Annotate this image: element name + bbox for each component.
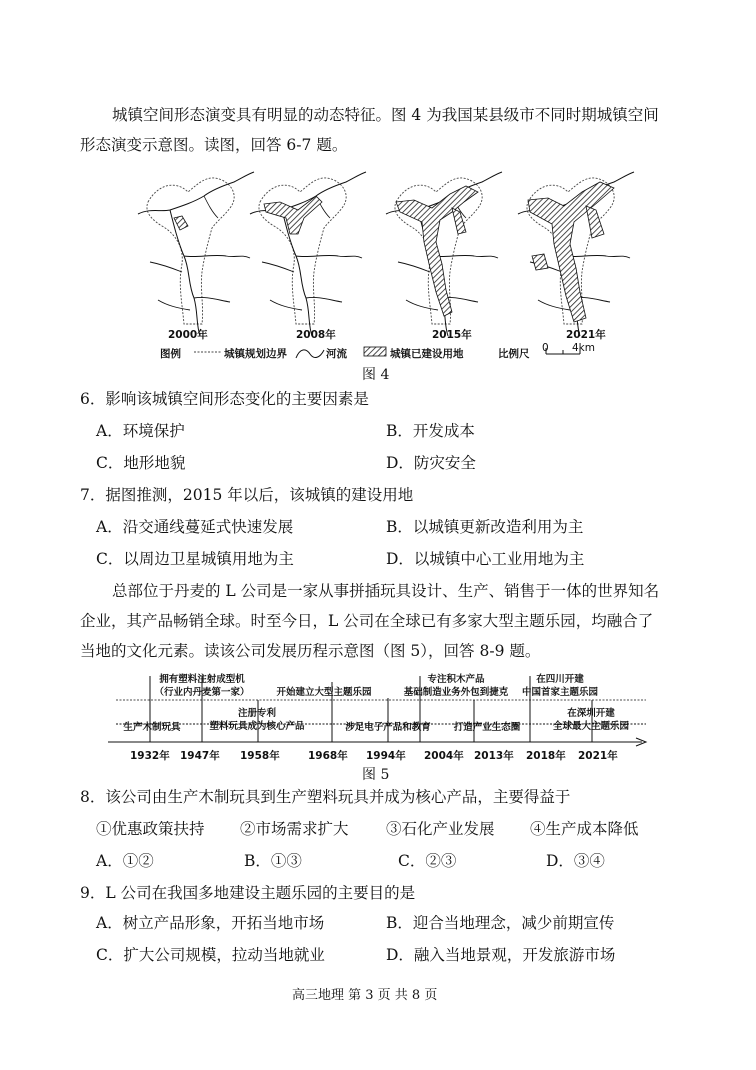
q8-stem: 8．该公司由生产木制玩具到生产塑料玩具并成为核心产品，主要得益于 — [80, 788, 571, 806]
q7-option-b: B．以城镇更新改造利用为主 — [386, 518, 584, 536]
q8-statement-1: ①优惠政策扶持 — [96, 820, 205, 838]
intro1-line2: 形态演变示意图。读图，回答 6-7 题。 — [80, 136, 348, 154]
map-year-2021: 2021年 — [566, 329, 606, 341]
event-1947-line1: 拥有塑料注射成型机 — [159, 674, 245, 685]
event-1947-line2: （行业内丹麦第一家） — [154, 687, 250, 698]
legend-built-symbol — [364, 347, 386, 356]
legend-boundary-label: 城镇规划边界 — [224, 348, 287, 360]
q9-option-d: D．融入当地景观，开发旅游市场 — [386, 946, 616, 964]
intro2-line3: 当地的文化元素。读该公司发展历程示意图（图 5），回答 8-9 题。 — [80, 642, 541, 660]
q8-option-d: D．③④ — [546, 852, 605, 870]
q9-stem: 9．L 公司在我国多地建设主题乐园的主要目的是 — [80, 884, 416, 902]
intro1-line1: 城镇空间形态演变具有明显的动态特征。图 4 为我国某县级市不同时期城镇空间 — [112, 106, 659, 124]
map-year-2000: 2000年 — [168, 329, 208, 341]
q8-option-a: A．①② — [96, 852, 154, 870]
legend-river-symbol — [296, 350, 324, 358]
q7-option-a: A．沿交通线蔓延式快速发展 — [96, 518, 294, 536]
q6-option-a: A．环境保护 — [96, 422, 185, 440]
timeline-year-1968: 1968年 — [308, 750, 348, 762]
q6-option-d: D．防灾安全 — [386, 454, 476, 472]
q6-option-b: B．开发成本 — [386, 422, 475, 440]
timeline-year-1958: 1958年 — [240, 750, 280, 762]
event-1958-line2: 塑料玩具成为核心产品 — [209, 721, 305, 732]
q7-stem: 7．据图推测，2015 年以后，该城镇的建设用地 — [80, 486, 414, 504]
legend-scale-zero: 0 — [542, 342, 549, 354]
event-1958-line1: 注册专利 — [237, 708, 276, 719]
q8-statement-3: ③石化产业发展 — [386, 820, 495, 838]
event-1968: 开始建立大型主题乐园 — [276, 687, 372, 698]
legend-river-label: 河流 — [326, 348, 347, 360]
event-1932: 生产木制玩具 — [123, 722, 181, 733]
event-2018-line1: 在四川开建 — [536, 674, 584, 685]
map-2000 — [138, 172, 254, 336]
event-1994: 涉足电子产品和教育 — [345, 722, 431, 733]
timeline-year-1947: 1947年 — [180, 750, 220, 762]
timeline-year-2018: 2018年 — [526, 750, 566, 762]
q7-option-c: C．以周边卫星城镇用地为主 — [96, 550, 294, 568]
intro2-line1: 总部位于丹麦的 L 公司是一家从事拼插玩具设计、生产、销售于一体的世界知名 — [112, 582, 660, 600]
map-year-2008: 2008年 — [296, 329, 336, 341]
q7-option-d: D．以城镇中心工业用地为主 — [386, 550, 585, 568]
event-2021-line2: 全球最大主题乐园 — [552, 721, 629, 732]
q6-stem: 6．影响该城镇空间形态变化的主要因素是 — [80, 390, 369, 408]
q8-option-b: B．①③ — [244, 852, 302, 870]
q8-option-c: C．②③ — [398, 852, 457, 870]
q8-statement-4: ④生产成本降低 — [530, 820, 639, 838]
q6-option-c: C．地形地貌 — [96, 454, 186, 472]
figure5-caption: 图 5 — [362, 767, 390, 783]
q9-option-a: A．树立产品形象，开拓当地市场 — [96, 914, 325, 932]
map-2008 — [250, 172, 366, 336]
q8-statement-2: ②市场需求扩大 — [240, 820, 349, 838]
page-footer: 高三地理 第 3 页 共 8 页 — [292, 988, 438, 1003]
intro2-line2: 企业，其产品畅销全球。时至今日，L 公司在全球已有多家大型主题乐园，均融合了 — [80, 612, 654, 630]
q9-option-b: B．迎合当地理念，减少前期宣传 — [386, 914, 615, 932]
figure4-caption: 图 4 — [362, 367, 390, 383]
map-year-2015: 2015年 — [432, 329, 472, 341]
event-2004-line1: 专注积木产品 — [427, 674, 485, 685]
legend-scale-label: 比例尺 — [498, 348, 530, 360]
event-2021-line1: 在深圳开建 — [567, 708, 615, 719]
legend-built-label: 城镇已建设用地 — [390, 348, 464, 360]
event-2013: 打造产业生态圈 — [453, 722, 521, 733]
legend-title: 图例 — [160, 348, 181, 360]
figure4-maps — [0, 168, 756, 388]
event-2004-line2: 基础制造业务外包到捷克 — [403, 687, 509, 698]
q9-option-c: C．扩大公司规模，拉动当地就业 — [96, 946, 325, 964]
timeline-year-1994: 1994年 — [366, 750, 406, 762]
timeline-year-1932: 1932年 — [130, 750, 170, 762]
timeline-year-2013: 2013年 — [474, 750, 514, 762]
legend-scale-km: 4km — [572, 342, 595, 354]
timeline-year-2004: 2004年 — [424, 750, 464, 762]
timeline-year-2021: 2021年 — [578, 750, 618, 762]
event-2018-line2: 中国首家主题乐园 — [521, 687, 598, 698]
map-2015 — [386, 172, 502, 336]
map-2021 — [518, 172, 634, 336]
